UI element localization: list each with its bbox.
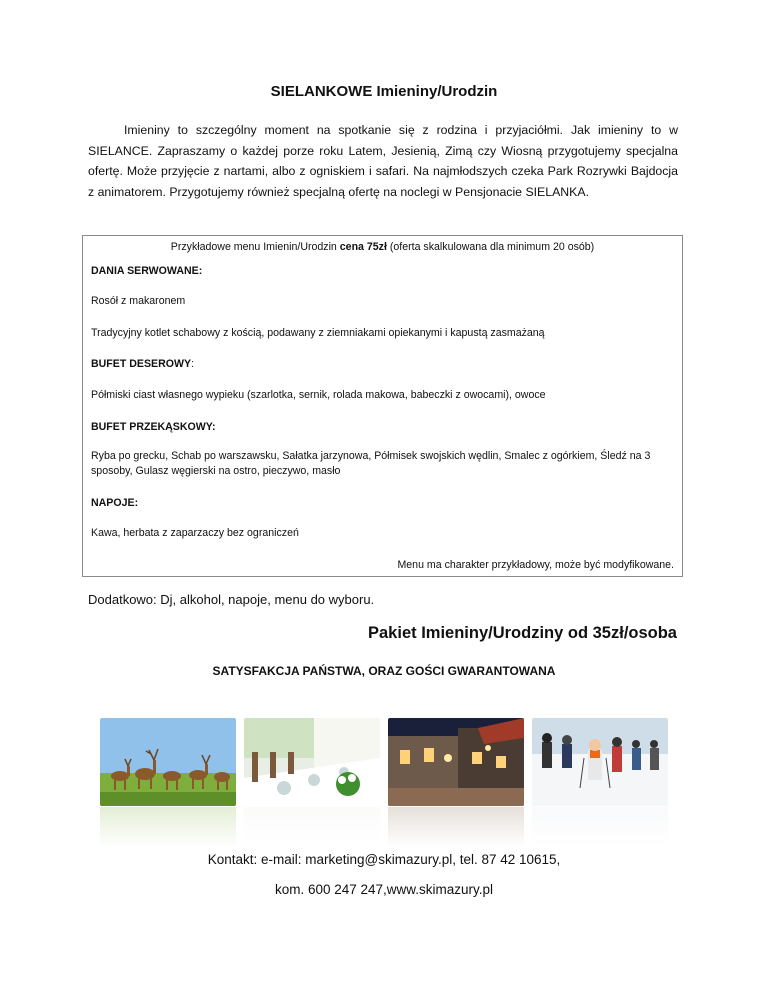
section-heading-dessert: BUFET DESEROWY: — [91, 358, 195, 370]
banquet-table-photo — [244, 718, 380, 806]
satisfaction-line: SATYSFAKCJA PAŃSTWA, ORAZ GOŚCI GWARANTOWANA — [212, 664, 556, 678]
section-heading-snacks: BUFET PRZEKĄSKOWY: — [91, 421, 216, 433]
menu-item: Półmiski ciast własnego wypieku (szarlotka, sernik, rolada makowa, babeczki z owocami), owoce — [91, 389, 546, 401]
menu-price-note: (oferta skalkulowana dla minimum 20 osób) — [389, 241, 595, 253]
extras-line: Dodatkowo: Dj, alkohol, napoje, menu do wyboru. — [88, 592, 375, 607]
photo-reflection — [388, 807, 524, 847]
menu-item: Tradycyjny kotlet schabowy z kością, podawany z ziemniakami opiekanymi i kapustą zasmażaną — [91, 327, 545, 339]
menu-header — [83, 241, 682, 253]
page-title: SIELANKOWE Imieniny/Urodzin — [270, 83, 498, 100]
photo-strip — [100, 718, 668, 808]
intro-paragraph — [88, 120, 678, 202]
menu-item: Rosół z makaronem — [91, 295, 186, 307]
menu-header-label: Przykładowe menu Imienin/Urodzin — [170, 241, 337, 253]
menu-footnote: Menu ma charakter przykładowy, może być modyfikowane. — [397, 559, 674, 571]
sample-menu-box — [82, 235, 683, 577]
menu-item: Kawa, herbata z zaparzaczy bez ograniczeń — [91, 527, 299, 539]
section-heading-served: DANIA SERWOWANE: — [91, 265, 203, 277]
menu-price: 75zł — [366, 241, 387, 253]
section-heading-drinks: NAPOJE: — [91, 497, 139, 509]
photo-reflection — [244, 807, 380, 847]
contact-line-1: Kontakt: e-mail: marketing@skimazury.pl, tel. 87 42 10615, — [207, 852, 561, 867]
package-heading: Pakiet Imieniny/Urodziny od 35zł/osoba — [368, 624, 677, 642]
intro-text: Imieniny to szczególny moment na spotkanie się z rodzina i przyjaciółmi. Jak imieniny to w SIELANCE. Zapraszamy o każdej porze roku Latem, Jesienią, Zimą czy Wiosną przygotujemy specjalna ofertę. Może przyjęcie z nartami, albo z ogniskiem i safari. Na najmłodszych czeka Park Rozrywki Bajdocja z animatorem. Przygotujemy również specjalną ofertę na noclegi w Pensjonacie SIELANKA. — [88, 123, 678, 199]
pension-courtyard-night-photo — [388, 718, 524, 806]
photo-reflection — [100, 807, 236, 847]
skiers-group-photo — [532, 718, 668, 806]
menu-item: Ryba po grecku, Schab po warszawsku, Sałatka jarzynowa, Półmisek swojskich wędlin, Smalec z ogórkiem, Śledź na 3 sposoby, Gulasz węgierski na ostro, pieczywo, masło — [91, 450, 651, 477]
contact-line-2: kom. 600 247 247,www.skimazury.pl — [274, 882, 494, 897]
photo-reflection — [532, 807, 668, 847]
deer-herd-photo — [100, 718, 236, 806]
menu-price-label: cena — [339, 241, 364, 253]
